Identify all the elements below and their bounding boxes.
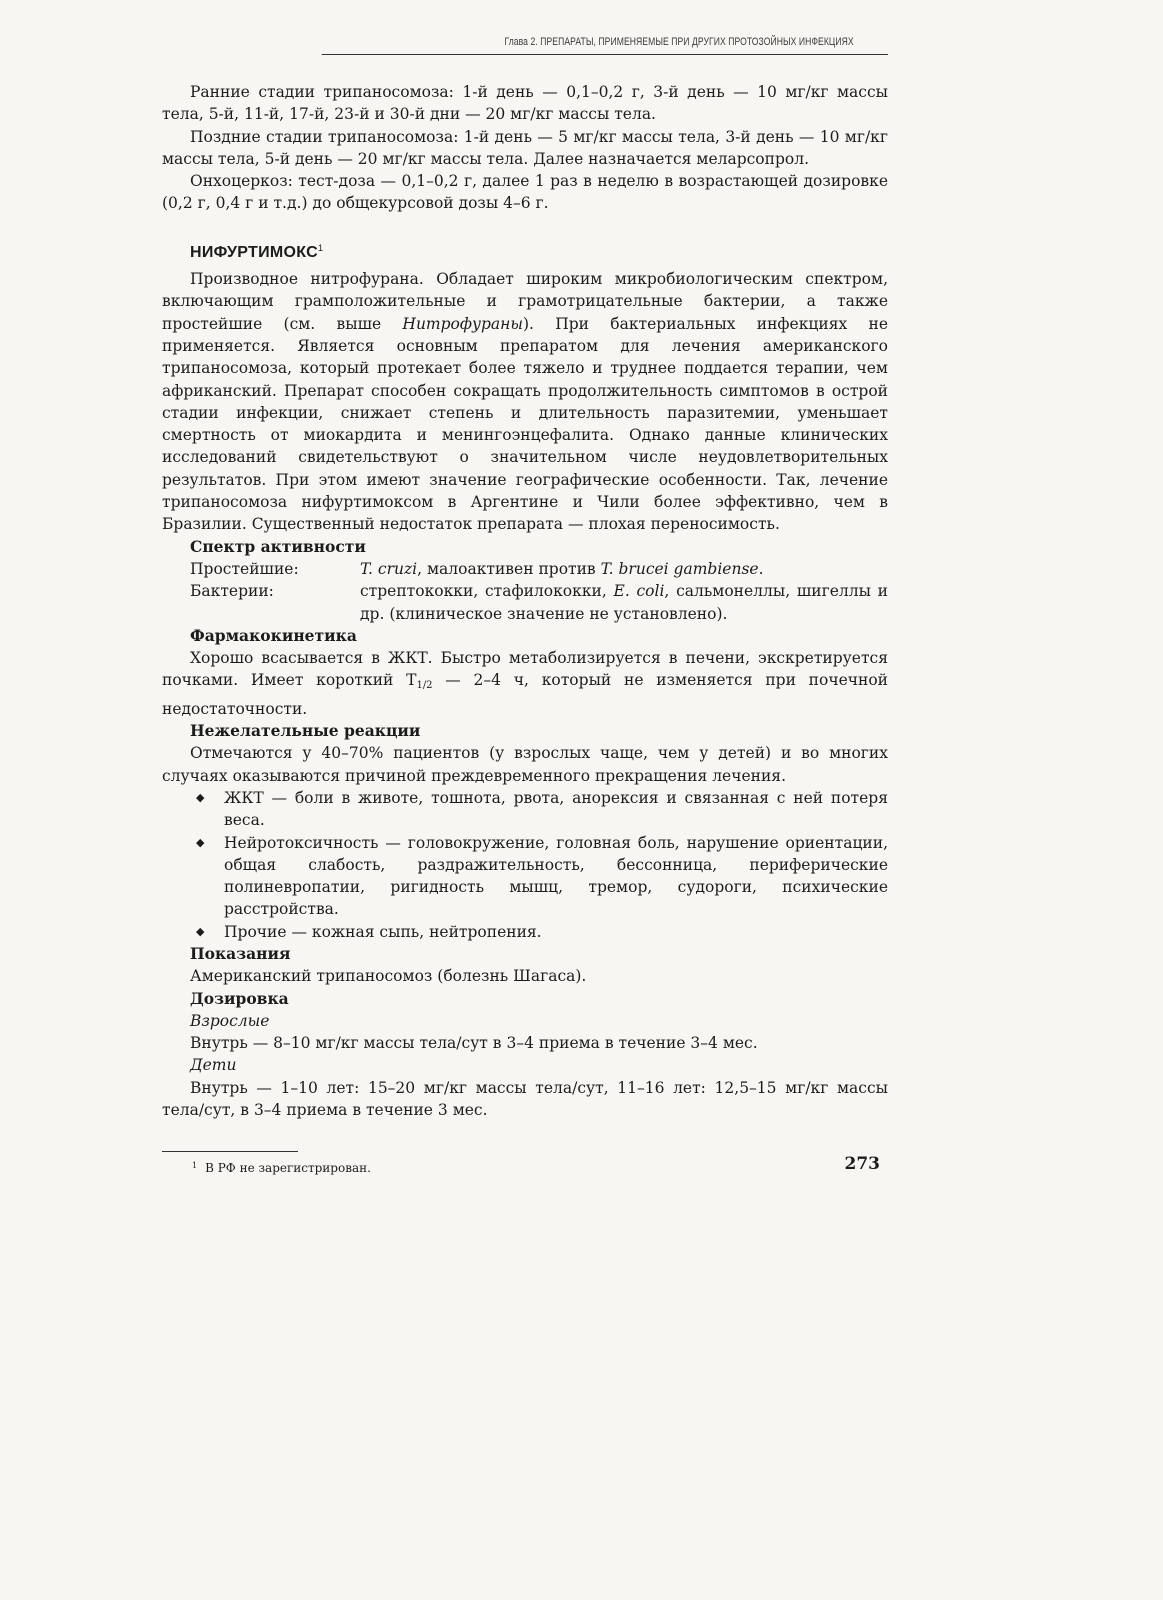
drug-description xyxy=(162,268,888,536)
diamond-bullet-icon: ◆ xyxy=(196,924,205,938)
footnote-mark: 1 xyxy=(192,1161,198,1171)
list-item-text: Прочие — кожная сыпь, нейтропения. xyxy=(224,922,542,941)
cross-reference: Нитрофураны xyxy=(402,314,523,333)
indications-text: Американский трипаносомоз (болезнь Шагаса). xyxy=(190,967,587,986)
adverse-heading: Нежелательные реакции xyxy=(190,721,421,741)
organism-e-coli: E. coli xyxy=(613,582,665,601)
spectrum-bacteria-value xyxy=(360,580,888,625)
drug-description-part-2: ). При бактериальных инфекциях не применяется. Является основным препаратом для лечения американского трипаносомоза, который протекает более тяжело и труднее поддается терапии, чем африканский. Препарат способен сокращать продолжительность симптомов в острой стадии инфекции, снижает степень и длительность паразитемии, уменьшает смертность от миокардита и менингоэнцефалита. Однако данные клинических исследований свидетельствуют о значительном числе неудовлетворительных результатов. При этом имеют значение географические особенности. Так, лечение трипаносомоза нифуртимоксом в Аргентине и Чили более эффективно, чем в Бразилии. Существенный недостаток препарата — плохая переносимость. xyxy=(162,314,888,534)
dosage-adults-text: Внутрь — 8–10 мг/кг массы тела/сут в 3–4 приема в течение 3–4 мес. xyxy=(190,1034,758,1053)
spectrum-protozoa-value xyxy=(360,558,888,580)
spectrum-bacteria-part-1: стрептококки, стафилококки, xyxy=(360,582,614,601)
pk-heading: Фармакокинетика xyxy=(190,625,357,645)
spectrum-heading: Спектр активности xyxy=(190,536,366,556)
page-content xyxy=(162,81,888,1176)
adverse-intro: Отмечаются у 40–70% пациентов (у взрослых чаще, чем у детей) и во многих случаях оказываются причиной преждевременного прекращения лечения. xyxy=(162,744,888,785)
drug-title-footnote-mark: 1 xyxy=(317,242,324,253)
half-life-subscript: 1/2 xyxy=(416,680,433,692)
list-item xyxy=(162,832,888,921)
dosage-children-label: Дети xyxy=(190,1056,237,1075)
organism-t-brucei: T. brucei gambiense xyxy=(600,559,759,578)
list-item xyxy=(162,787,888,832)
dosage-heading: Дозировка xyxy=(190,988,289,1008)
dosage-onchocerciasis: Онхоцеркоз: тест-доза — 0,1–0,2 г, далее 1 раз в неделю в возрастающей дозировке (0,2 г, 0,4 г и т.д.) до общекурсовой дозы 4–6 г. xyxy=(162,172,888,213)
spectrum-bacteria-row xyxy=(190,580,888,625)
footnote xyxy=(192,1158,888,1176)
page-number: 273 xyxy=(844,1154,880,1174)
organism-t-cruzi: T. cruzi xyxy=(360,559,418,578)
dosage-children-text: Внутрь — 1–10 лет: 15–20 мг/кг массы тела/сут, 11–16 лет: 12,5–15 мг/кг массы тела/сут, в 3–4 приема в течение 3 мес. xyxy=(162,1078,888,1120)
adverse-list xyxy=(162,787,888,943)
list-item xyxy=(162,921,888,943)
dosage-late-stages: Поздние стадии трипаносомоза: 1-й день — 5 мг/кг массы тела, 3-й день — 10 мг/кг массы тела, 5-й день — 20 мг/кг массы тела. Далее назначается меларсопрол. xyxy=(162,127,888,168)
spectrum-protozoa-row xyxy=(190,558,888,580)
drug-description-part-1: Производное нитрофурана. Обладает широким микробиологическим спектром, включающим грамположительные и грамотрицательные бактерии, а также простейшие (см. выше xyxy=(162,270,888,333)
list-item-text: Нейротоксичность — головокружение, головная боль, нарушение ориентации, общая слабость, раздражительность, бессонница, периферические полиневропатии, ригидность мышц, тремор, судороги, психические расстройства. xyxy=(224,833,888,919)
spectrum-protozoa-label: Простейшие: xyxy=(190,559,299,578)
book-page xyxy=(162,36,888,1176)
spectrum-bacteria-label: Бактерии: xyxy=(190,582,274,601)
drug-title-text: НИФУРТИМОКС xyxy=(190,243,318,261)
indications-heading: Показания xyxy=(190,943,291,963)
spectrum-protozoa-end: . xyxy=(758,559,764,578)
pk-text-part-1: Хорошо всасывается в ЖКТ. Быстро метаболизируется в печени, экскретируется почками. Имеет короткий Т xyxy=(162,649,888,690)
diamond-bullet-icon: ◆ xyxy=(196,835,205,849)
pk-text xyxy=(162,647,888,720)
dosage-early-stages: Ранние стадии трипаносомоза: 1-й день — 0,1–0,2 г, 3-й день — 10 мг/кг массы тела, 5-й, 11-й, 17-й, 23-й и 30-й дни — 20 мг/кг массы тела. xyxy=(162,83,888,124)
dosage-adults-label: Взрослые xyxy=(190,1011,270,1030)
diamond-bullet-icon: ◆ xyxy=(196,790,205,804)
footnote-divider xyxy=(162,1151,298,1152)
spectrum-bacteria-part-2: , сальмонеллы, шигеллы и др. (клиническое значение не установлено). xyxy=(360,582,888,623)
list-item-text: ЖКТ — боли в животе, тошнота, рвота, анорексия и связанная с ней потеря веса. xyxy=(224,788,888,830)
footnote-text: В РФ не зарегистрирован. xyxy=(205,1161,371,1176)
pk-text-part-2: — 2–4 ч, который не изменяется при почечной недостаточности. xyxy=(162,671,888,718)
drug-title xyxy=(190,237,888,264)
spectrum-protozoa-mid: , малоактивен против xyxy=(417,559,601,578)
running-header: Глава 2. ПРЕПАРАТЫ, ПРИМЕНЯЕМЫЕ ПРИ ДРУГИХ ПРОТОЗОЙНЫХ ИНФЕКЦИЯХ xyxy=(322,36,888,55)
